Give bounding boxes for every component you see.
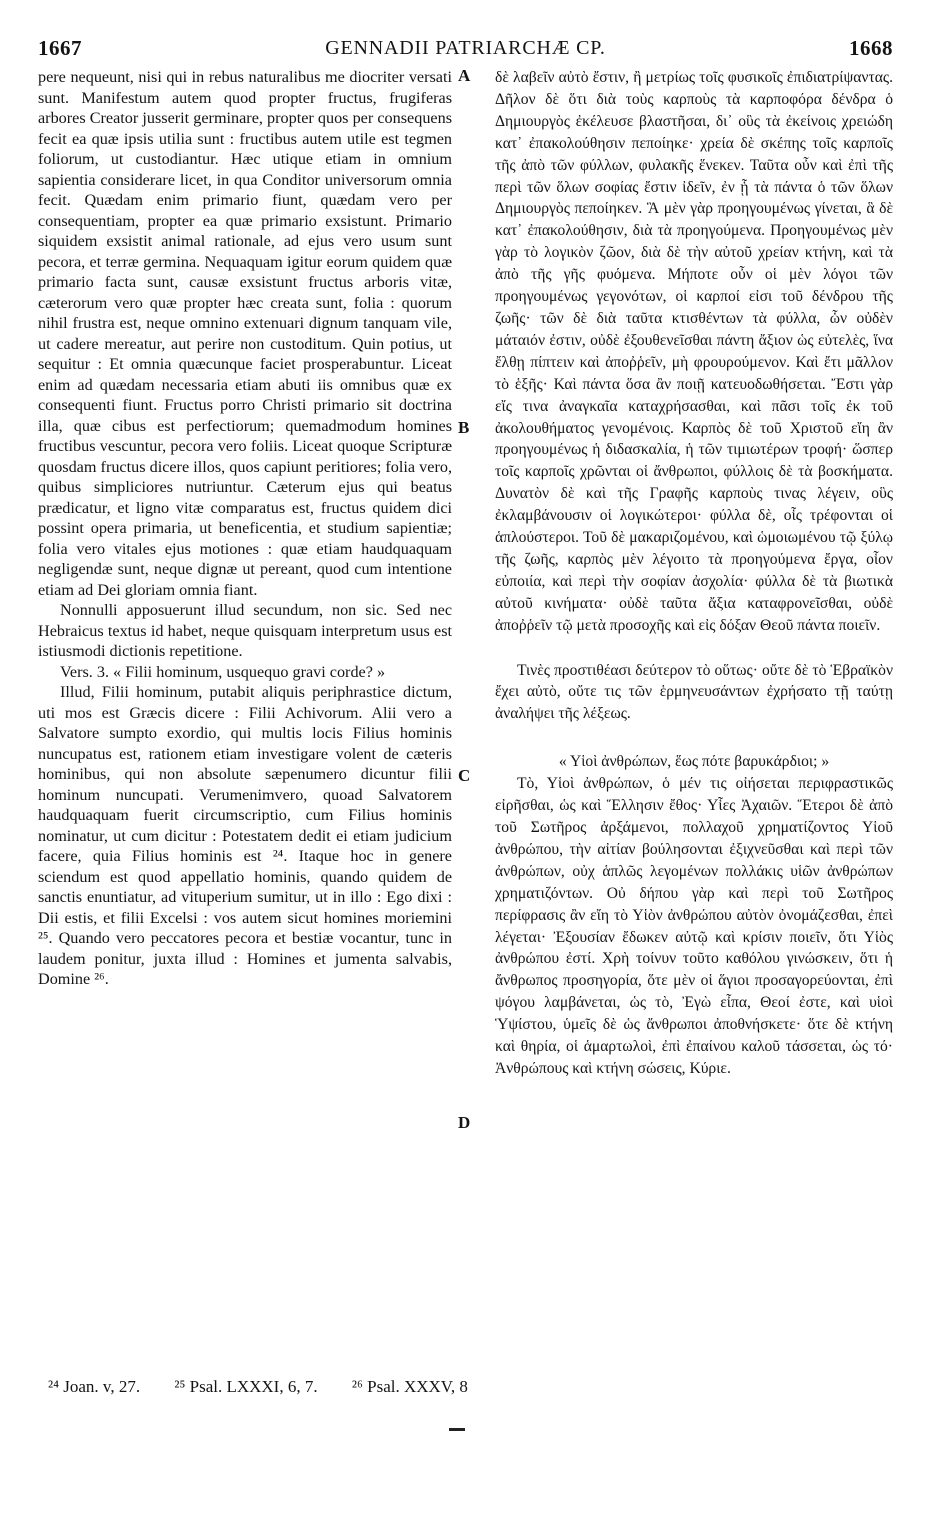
page-number-right: 1668: [849, 36, 893, 60]
margin-marker-a: A: [458, 66, 471, 85]
latin-paragraph-1: pere nequeunt, nisi qui in rebus naturalibus me diocriter versati sunt. Manifestum autem quod propter fructus, frugiferas arbores Creator jusserit germinare, propter quos per consequens fecit ea quæ ipsis utilia sunt : fructibus autem utile est tegmen foliorum, ut custodiantur. Hæc utique etiam in omnium sapientia considerare licet, in qua Conditor universorum omnia fecit. Quædam enim primario fiunt, quædam vero per consequentiam, propter ea quæ primario exsistunt. Primario siquidem exsistit animal rationale, ad ejus vero usum sunt pecora, et terræ germina. Nequaquam igitur eorum quidem quæ primario facta sunt, causæ exsistunt fructus arboris vitæ, cæterorum vero quæ propter hæc creata sunt, folia : quorum nihil frustra est, neque omnino extenuari dignum tanquam vile, ut cadere mereatur, aut perire non custoditum. Quin potius, ut sequitur : Et omnia quæcunque faciet prosperabuntur. Liceat enim ad quædam necessaria etiam abuti iis omnibus quæ ex consequenti fiunt. Fructus porro Christi primario sit doctrina illa, quæ cibus est perfectiorum; quemadmodum homines fructibus vescuntur, pecora vero foliis. Liceat quoque Scripturæ quosdam fructus dicere illos, quos capiunt peritiores; folia vero, quibus simpliciores nutriuntur. Cæterum ejus qui beatus prædicatur, et ligno vitæ comparatus est, fructus quidem dici possint opera primaria, ut beneficentia, et studium sapientiæ; folia vero vitales ejus motiones : quæ etiam haudquaquam negligendæ sunt, neque dignæ ut pereant, quod cum intentione etiam ad Dei gloriam omnia fiant.: [38, 68, 452, 599]
greek-verse-heading: « Υἱοὶ ἀνθρώπων, ἕως πότε βαρυκάρδιοι; »: [558, 753, 830, 771]
greek-paragraph-3: Τὸ, Υἱοὶ ἀνθρώπων, ὁ μέν τις οἰήσεται περιφραστικῶς εἰρῆσθαι, ὡς καὶ Ἕλλησιν ἔθος· Υἷες Ἀχαιῶν. Ἕτεροι δὲ ἀπὸ τοῦ Σωτῆρος ἀρξάμενοι, πολλαχοῦ χρηματίζοντος Υἱοῦ ἀνθρώπου, τὴν αἰτίαν βούλησονται ἐξιχνεῦσθαι καὶ περὶ τῶν ἀνθρώπων, οὐχ ἁπλῶς λεγομένων πολλάκις υἱῶν ἀνθρώπων χρηματιζόντων. Οὐ δήπου γὰρ καὶ περὶ τοῦ Σωτῆρος περίφρασις ἂν εἴη τὸ Υἱὸν ἀνθρώπου αὐτὸν ὀνομάζεσθαι, ἐπεὶ λέγεται· Ἐξουσίαν ἔδωκεν αὐτῷ καὶ κρίσιν ποιεῖν, ὅτι Υἱὸς ἀνθρώπου ἐστί. Χρὴ τοίνυν τοῦτο καθόλου γινώσκειν, ὅτι ἡ ἄνθρωπος προσηγορία, ὅτε μὲν οἱ ἅγιοι προσαγορεύονται, ἐπὶ ψόγου λαμβάνεται, ὡς τὸ, Ἐγὼ εἶπα, Θεοί ἐστε, καὶ υἱοὶ Ὑψίστου, ὑμεῖς δὲ ὡς ἄνθρωποι ἀποθνήσκετε· ὅτε δὲ κτήνη καὶ θηρία, οἱ ἁμαρτωλοὶ, ἐπὶ ἐπαίνου καλοῦ τάσσεται, ὡς τό· Ἀνθρώπους καὶ κτήνη σώσεις, Κύριε.: [495, 775, 893, 1077]
page-header: [38, 36, 893, 60]
margin-marker-c: C: [458, 766, 471, 785]
footnotes: [48, 1377, 648, 1397]
footnote-24: ²⁴ Joan. v, 27.: [48, 1377, 141, 1396]
latin-paragraph-2: Nonnulli apposuerunt illud secundum, non sic. Sed nec Hebraicus textus id habet, neque quisquam interpretum usus est istiusmodi dictionis repetitione.: [38, 601, 452, 660]
margin-marker-d: D: [458, 1113, 471, 1132]
latin-verse-heading: Vers. 3. « Filii hominum, usquequo gravi corde? »: [60, 662, 386, 681]
bottom-rule: [449, 1428, 465, 1431]
footnote-25: ²⁵ Psal. LXXXI, 6, 7.: [174, 1377, 318, 1396]
greek-paragraph-2: Τινὲς προστιθέασι δεύτερον τὸ οὕτως· οὔτε δὲ τὸ Ἑβραϊκὸν ἔχει αὐτὸ, οὔτε τις τῶν ἑρμηνευσάντων ἐχρήσατο τῇ ταύτῃ ἀναλήψει τῆς λέξεως.: [495, 661, 893, 723]
running-head: GENNADII PATRIARCHÆ CP.: [325, 37, 606, 59]
margin-marker-b: B: [458, 418, 470, 437]
footnote-26: ²⁶ Psal. XXXV, 8: [351, 1377, 468, 1396]
greek-column: [495, 67, 893, 1080]
greek-paragraph-1: δὲ λαβεῖν αὐτὸ ἔστιν, ἢ μετρίως τοῖς φυσικοῖς ἐπιδιατρίψαντας. Δῆλον δὲ ὅτι διὰ τοὺς καρποὺς τὰ καρποφόρα δένδρα ὁ Δημιουργὸς ἐκέλευσε βλαστῆσαι, δι᾽ οὓς τὰ ἐκείνοις χρειώδη κατ᾽ ἐπακολούθησιν πεποίηκε· χρεία δὲ σκέπης τοῖς καρποῖς τῆς ἀπὸ τῶν φύλλων, φυλακῆς ἕνεκεν. Ταῦτα οὖν καὶ ἐπὶ τῆς περὶ τῶν ὅλων σοφίας ἔστιν ἰδεῖν, ἐν ᾗ τὰ πάντα ὁ τῶν ὅλων Δημιουργὸς πεποίηκεν. Ἃ μὲν γὰρ προηγουμένως γίνεται, ἃ δὲ κατ᾽ ἐπακολούθησιν, διὰ τὰ προηγούμενα. Προηγουμένως μὲν γὰρ τὸ λογικὸν ζῶον, διὰ δὲ τὴν αὐτοῦ χρείαν κτήνη, καὶ τὰ ἀπὸ τῆς γῆς φυόμενα. Μήποτε οὖν οἱ μὲν λόγοι τῶν προηγουμένως γεγονότων, οἱ καρποί εἰσι τοῦ δένδρου τῆς ζωῆς· τῶν δὲ διὰ ταῦτα κτισθέντων τὰ φύλλα, ὧν οὐδὲν μάταιόν ἐστιν, οὐδὲ ἐξουθενεῖσθαι πάντη ἄξιον ὡς εὐτελὲς, ἵνα ἔλθῃ πίπτειν καὶ ἀποῤῥεῖν, μὴ φρουρούμενον. Καὶ ἔτι μᾶλλον τὸ ἑξῆς· Καὶ πάντα ὅσα ἂν ποιῇ κατευοδωθήσεται. Ἔστι γὰρ εἴς τινα ἀναγκαῖα καταχρήσασθαι, καὶ πᾶσι τοῖς ἐκ τοῦ ἀκολουθήματος γενομένοις. Καρπὸς δὲ τοῦ Χριστοῦ εἴη ἂν προηγουμένως ἡ διδασκαλία, ἡ τῶν τιμιωτέρων τροφή· ὥσπερ τοῖς καρποῖς χρῶνται οἱ ἄνθρωποι, φύλλοις δὲ τὰ βοσκήματα. Δυνατὸν δὲ καὶ τῆς Γραφῆς καρποὺς τινας λέγειν, οὓς ἐκλαμβάνουσιν οἱ λογικώτεροι· φύλλα δὲ, οἷς τρέφονται οἱ ἁπλούστεροι. Τοῦ δὲ μακαριζομένου, καὶ ὡμοιωμένου τῷ ξύλῳ τῆς ζωῆς, καρπὸς μὲν λέγοιτο τὰ προηγούμενα ἔργα, οἷον εὐποιία, καὶ περὶ τὴν σοφίαν ἀσχολία· φύλλα δὲ τὰ βιωτικὰ αὐτοῦ κινήματα· οὐδὲ ταῦτα ἄξια καταφρονεῖσθαι, οὐδὲ ἀποῤῥεῖν τῷ μετὰ προσοχῆς καὶ εἰς δόξαν Θεοῦ πάντα ποιεῖν.: [495, 69, 893, 634]
latin-paragraph-3: Illud, Filii hominum, putabit aliquis periphrastice dictum, uti mos est Græcis dicere : Filii Achivorum. Alii vero a Salvatore sumpto exordio, qui multis locis Filius hominis nuncupatus est, rationem etiam investigare volent de cæteris hominibus, qui non absolute sæpenumero dicuntur filii hominum nuncupati. Verumenimvero, quoad Salvatorem haudquaquam fuerit circumscriptio, cum Filius hominis nominatur, ut cum dicitur : Potestatem dedit ei etiam judicium facere, quia Filius hominis est ²⁴. Itaque hoc in genere sciendum est quod appellatio hominis, quando quidem de sanctis enuntiatur, ad vituperium sumitur, ut in illo : Ego dixi : Dii estis, et filii Excelsi : vos autem sicut homines moriemini ²⁵. Quando vero peccatores pecora et bestiæ vocantur, tunc in laudem ponitur, juxta illud : Homines et jumenta salvabis, Domine ²⁶.: [38, 683, 452, 988]
page-number-left: 1667: [38, 36, 82, 60]
latin-column: [38, 67, 452, 990]
